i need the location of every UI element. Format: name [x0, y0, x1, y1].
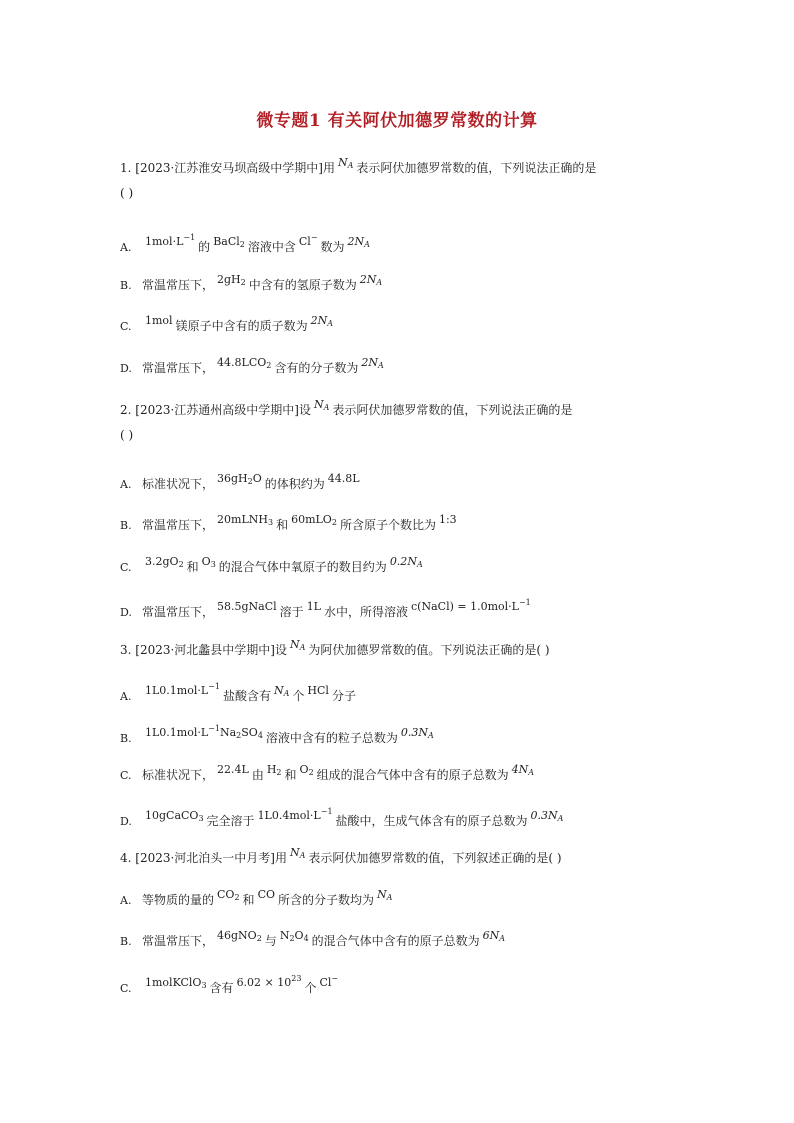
page-title: 微专题1 有关阿伏加德罗常数的计算 [256, 111, 538, 131]
na-symbol: $N_A$ [337, 156, 354, 170]
q2-option-b: B. 常温常压下， 20mLNH$_3$ 和 60mLO$_2$ 所含原子个数比为 1:3 [120, 513, 457, 532]
question-1-stem: 1. [2023·江苏淮安马坝高级中学期中]用 $N_A$ 表示阿伏加德罗常数的值，下列说法正确的是 [120, 156, 597, 175]
q3-option-d: D. 10gCaCO$_3$ 完全溶于 $1L0.4mol\cdot L^{-1}$盐酸中，生成气体含有的原子总数为 $0.3N_A$ [120, 807, 564, 828]
question-3-stem: 3. [2023·河北蠡县中学期中]设 $N_A$ 为阿伏加德罗常数的值。下列说法正确的是( ) [120, 638, 550, 657]
q1-option-a: A. $1mol\cdot L^{-1}$的 BaCl$_2$ 溶液中含 Cl−数为 $2N_A$ [120, 233, 370, 254]
q2-option-a: A. 标准状况下， $36gH_2O$ 的体积约为 44.8L [120, 472, 360, 491]
q2-option-c: C. $3.2gO_2$ 和 $O_3$ 的混合气体中氧原子的数目约为 $0.2N_A$ [120, 555, 423, 574]
question-2-stem: 2. [2023·江苏通州高级中学期中]设 $N_A$ 表示阿伏加德罗常数的值，下列说法正确的是 [120, 398, 573, 417]
q3-option-a: A. $1L0.1mol\cdot L^{-1}$盐酸含有 $N_A$ 个 HCl 分子 [120, 682, 356, 703]
question-4-stem: 4. [2023·河北泊头一中月考]用 $N_A$ 表示阿伏加德罗常数的值，下列叙述正确的是( ) [120, 846, 562, 865]
q1-option-c: C. 1mol 镁原子中含有的质子数为 $2N_A$ [120, 314, 333, 333]
q2-option-d: D. 常温常压下， 58.5gNaCl 溶于 1L 水中，所得溶液 c(NaCl) = $1.0mol\cdot L^{-1}$ [120, 598, 531, 619]
question-1-paren: ( ) [120, 186, 134, 200]
question-2-paren: ( ) [120, 428, 134, 442]
q4-option-a: A. 等物质的量的 $CO_2$ 和 CO 所含的分子数均为 $N_A$ [120, 888, 393, 907]
q4-option-c: C. 1molKClO$_3$ 含有 $6.02 \times 10^{23}$个 Cl− [120, 974, 339, 995]
q1-option-d: D. 常温常压下， $44.8LCO_2$ 含有的分子数为 $2N_A$ [120, 356, 384, 375]
q3-option-c: C. 标准状况下， 22.4L 由 $H_2$ 和 $O_2$ 组成的混合气体中含有的原子总数为 $4N_A$ [120, 763, 535, 782]
q4-option-b: B. 常温常压下， 46gNO$_2$ 与 $N_2O_4$ 的混合气体中含有的原子总数为 $6N_A$ [120, 929, 506, 948]
q1-option-b: B. 常温常压下， $2gH_2$ 中含有的氢原子数为 $2N_A$ [120, 273, 383, 292]
q3-option-b: B. $1L0.1mol\cdot L^{-1}Na_2SO_4$ 溶液中含有的粒子总数为 $0.3N_A$ [120, 724, 434, 745]
